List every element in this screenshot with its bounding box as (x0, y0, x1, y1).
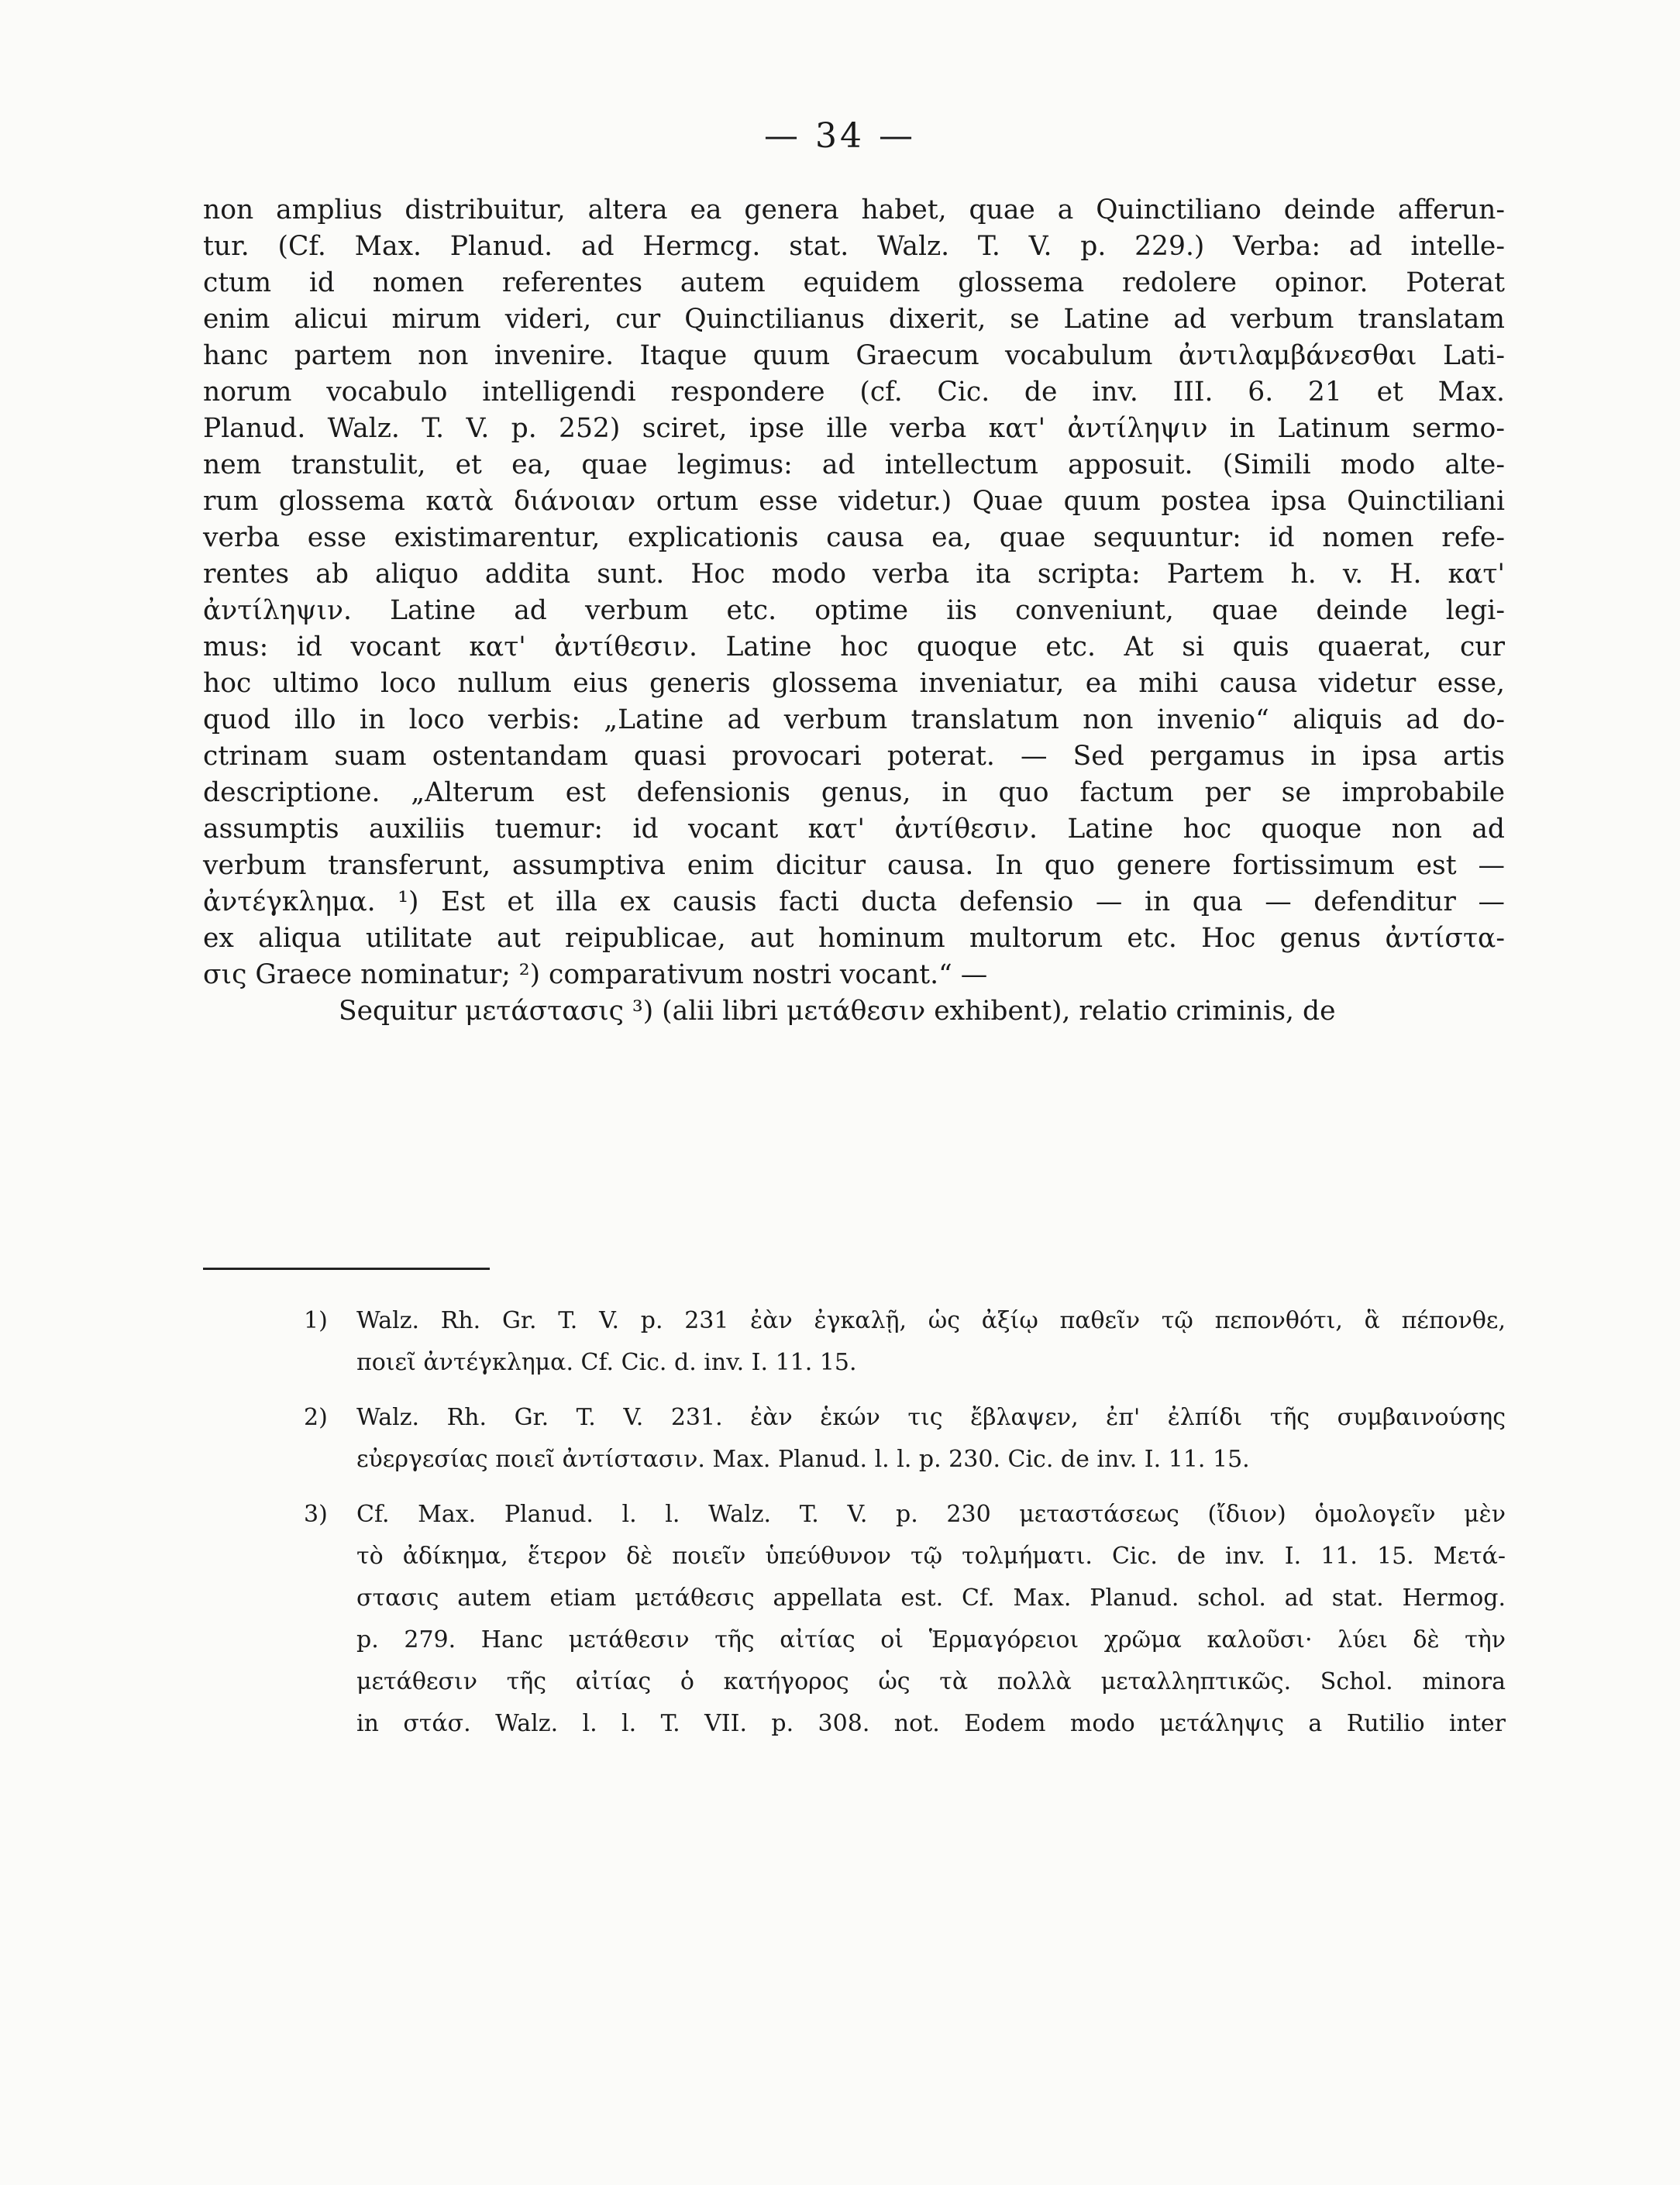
footnote-number: 2) (304, 1404, 328, 1431)
text-line: enim alicui mirum videri, cur Quinctilianus dixerit, se Latine ad verbum translatam (203, 304, 1505, 335)
footnote-line: εὐεργεσίας ποιεῖ ἀντίστασιν. Max. Planud. l. l. p. 230. Cic. de inv. I. 11. 15. (356, 1446, 1250, 1473)
text-line: nem transtulit, et ea, quae legimus: ad intellectum apposuit. (Simili modo alte- (203, 449, 1505, 480)
footnote-line: ποιεῖ ἀντέγκλημα. Cf. Cic. d. inv. I. 11. 15. (356, 1349, 857, 1376)
text-line: ctum id nomen referentes autem equidem glossema redolere opinor. Poterat (203, 267, 1505, 298)
footnote-line: τὸ ἀδίκημα, ἕτερον δὲ ποιεῖν ὑπεύθυνον τῷ τολμήματι. Cic. de inv. I. 11. 15. Μετά- (356, 1543, 1506, 1570)
text-line: rum glossema κατὰ διάνοιαν ortum esse videtur.) Quae quum postea ipsa Quinctiliani (203, 486, 1505, 517)
footnote-line: Walz. Rh. Gr. T. V. p. 231 ἐὰν ἐγκαλῇ, ὡς ἀξίῳ παθεῖν τῷ πεπονθότι, ἃ πέπονθε, (356, 1307, 1506, 1334)
footnote-number: 3) (304, 1501, 328, 1528)
footnote-separator-rule (203, 1268, 490, 1270)
text-line: ἀντίληψιν. Latine ad verbum etc. optime iis conveniunt, quae deinde legi- (203, 595, 1505, 626)
text-line: quod illo in loco verbis: „Latine ad verbum translatum non invenio“ aliquis ad do- (203, 704, 1505, 735)
text-line: Planud. Walz. T. V. p. 252) sciret, ipse ille verba κατ' ἀντίληψιν in Latinum sermo- (203, 413, 1505, 444)
text-line: assumptis auxiliis tuemur: id vocant κατ' ἀντίθεσιν. Latine hoc quoque non ad (203, 814, 1505, 845)
text-line: rentes ab aliquo addita sunt. Hoc modo verba ita scripta: Partem h. v. H. κατ' (203, 559, 1505, 590)
text-line: descriptione. „Alterum est defensionis genus, in quo factum per se improbabile (203, 777, 1505, 808)
page-number: — 34 — (764, 116, 916, 156)
footnote-line: Cf. Max. Planud. l. l. Walz. T. V. p. 230 μεταστάσεως (ἴδιον) ὁμολογεῖν μὲν (356, 1501, 1506, 1528)
text-line: ctrinam suam ostentandam quasi provocari poterat. — Sed pergamus in ipsa artis (203, 741, 1505, 772)
footnote-line: μετάθεσιν τῆς αἰτίας ὁ κατήγορος ὡς τὰ πολλὰ μεταλληπτικῶς. Schol. minora (356, 1668, 1506, 1695)
text-line: σις Graece nominatur; ²) comparativum nostri vocant.“ — (203, 959, 988, 990)
text-line: verbum transferunt, assumptiva enim dicitur causa. In quo genere fortissimum est — (203, 850, 1505, 881)
footnote-line: p. 279. Hanc μετάθεσιν τῆς αἰτίας οἱ Ἑρμαγόρειοι χρῶμα καλοῦσι· λύει δὲ τὴν (356, 1626, 1506, 1653)
text-line: ex aliqua utilitate aut reipublicae, aut hominum multorum etc. Hoc genus ἀντίστα- (203, 923, 1505, 954)
text-line: hoc ultimo loco nullum eius generis glossema inveniatur, ea mihi causa videtur esse, (203, 668, 1505, 699)
footnote-2 (304, 1397, 1506, 1481)
text-line: norum vocabulo intelligendi respondere (cf. Cic. de inv. III. 6. 21 et Max. (203, 377, 1505, 408)
text-line: ἀντέγκλημα. ¹) Est et illa ex causis facti ducta defensio — in qua — defenditur — (203, 886, 1505, 917)
main-text (203, 192, 1505, 1030)
text-line: non amplius distribuitur, altera ea genera habet, quae a Quinctiliano deinde afferun- (203, 194, 1505, 225)
text-line: tur. (Cf. Max. Planud. ad Hermcg. stat. Walz. T. V. p. 229.) Verba: ad intelle- (203, 231, 1505, 262)
footnote-number: 1) (304, 1307, 328, 1334)
footnotes (304, 1300, 1506, 1758)
footnote-3 (304, 1494, 1506, 1745)
text-line: hanc partem non invenire. Itaque quum Graecum vocabulum ἀντιλαμβάνεσθαι Lati- (203, 340, 1505, 371)
footnote-1 (304, 1300, 1506, 1384)
footnote-line: in στάσ. Walz. l. l. T. VII. p. 308. not. Eodem modo μετάληψις a Rutilio inter (356, 1710, 1506, 1737)
text-line: Sequitur μετάστασις ³) (alii libri μετάθεσιν exhibent), relatio criminis, de (339, 996, 1336, 1027)
text-line: mus: id vocant κατ' ἀντίθεσιν. Latine hoc quoque etc. At si quis quaerat, cur (203, 631, 1505, 662)
text-line: verba esse existimarentur, explicationis causa ea, quae sequuntur: id nomen refe- (203, 522, 1505, 553)
footnote-line: στασις autem etiam μετάθεσις appellata est. Cf. Max. Planud. schol. ad stat. Hermog. (356, 1585, 1506, 1612)
footnote-line: Walz. Rh. Gr. T. V. 231. ἐὰν ἑκών τις ἔβλαψεν, ἐπ' ἐλπίδι τῆς συμβαινούσης (356, 1404, 1506, 1431)
